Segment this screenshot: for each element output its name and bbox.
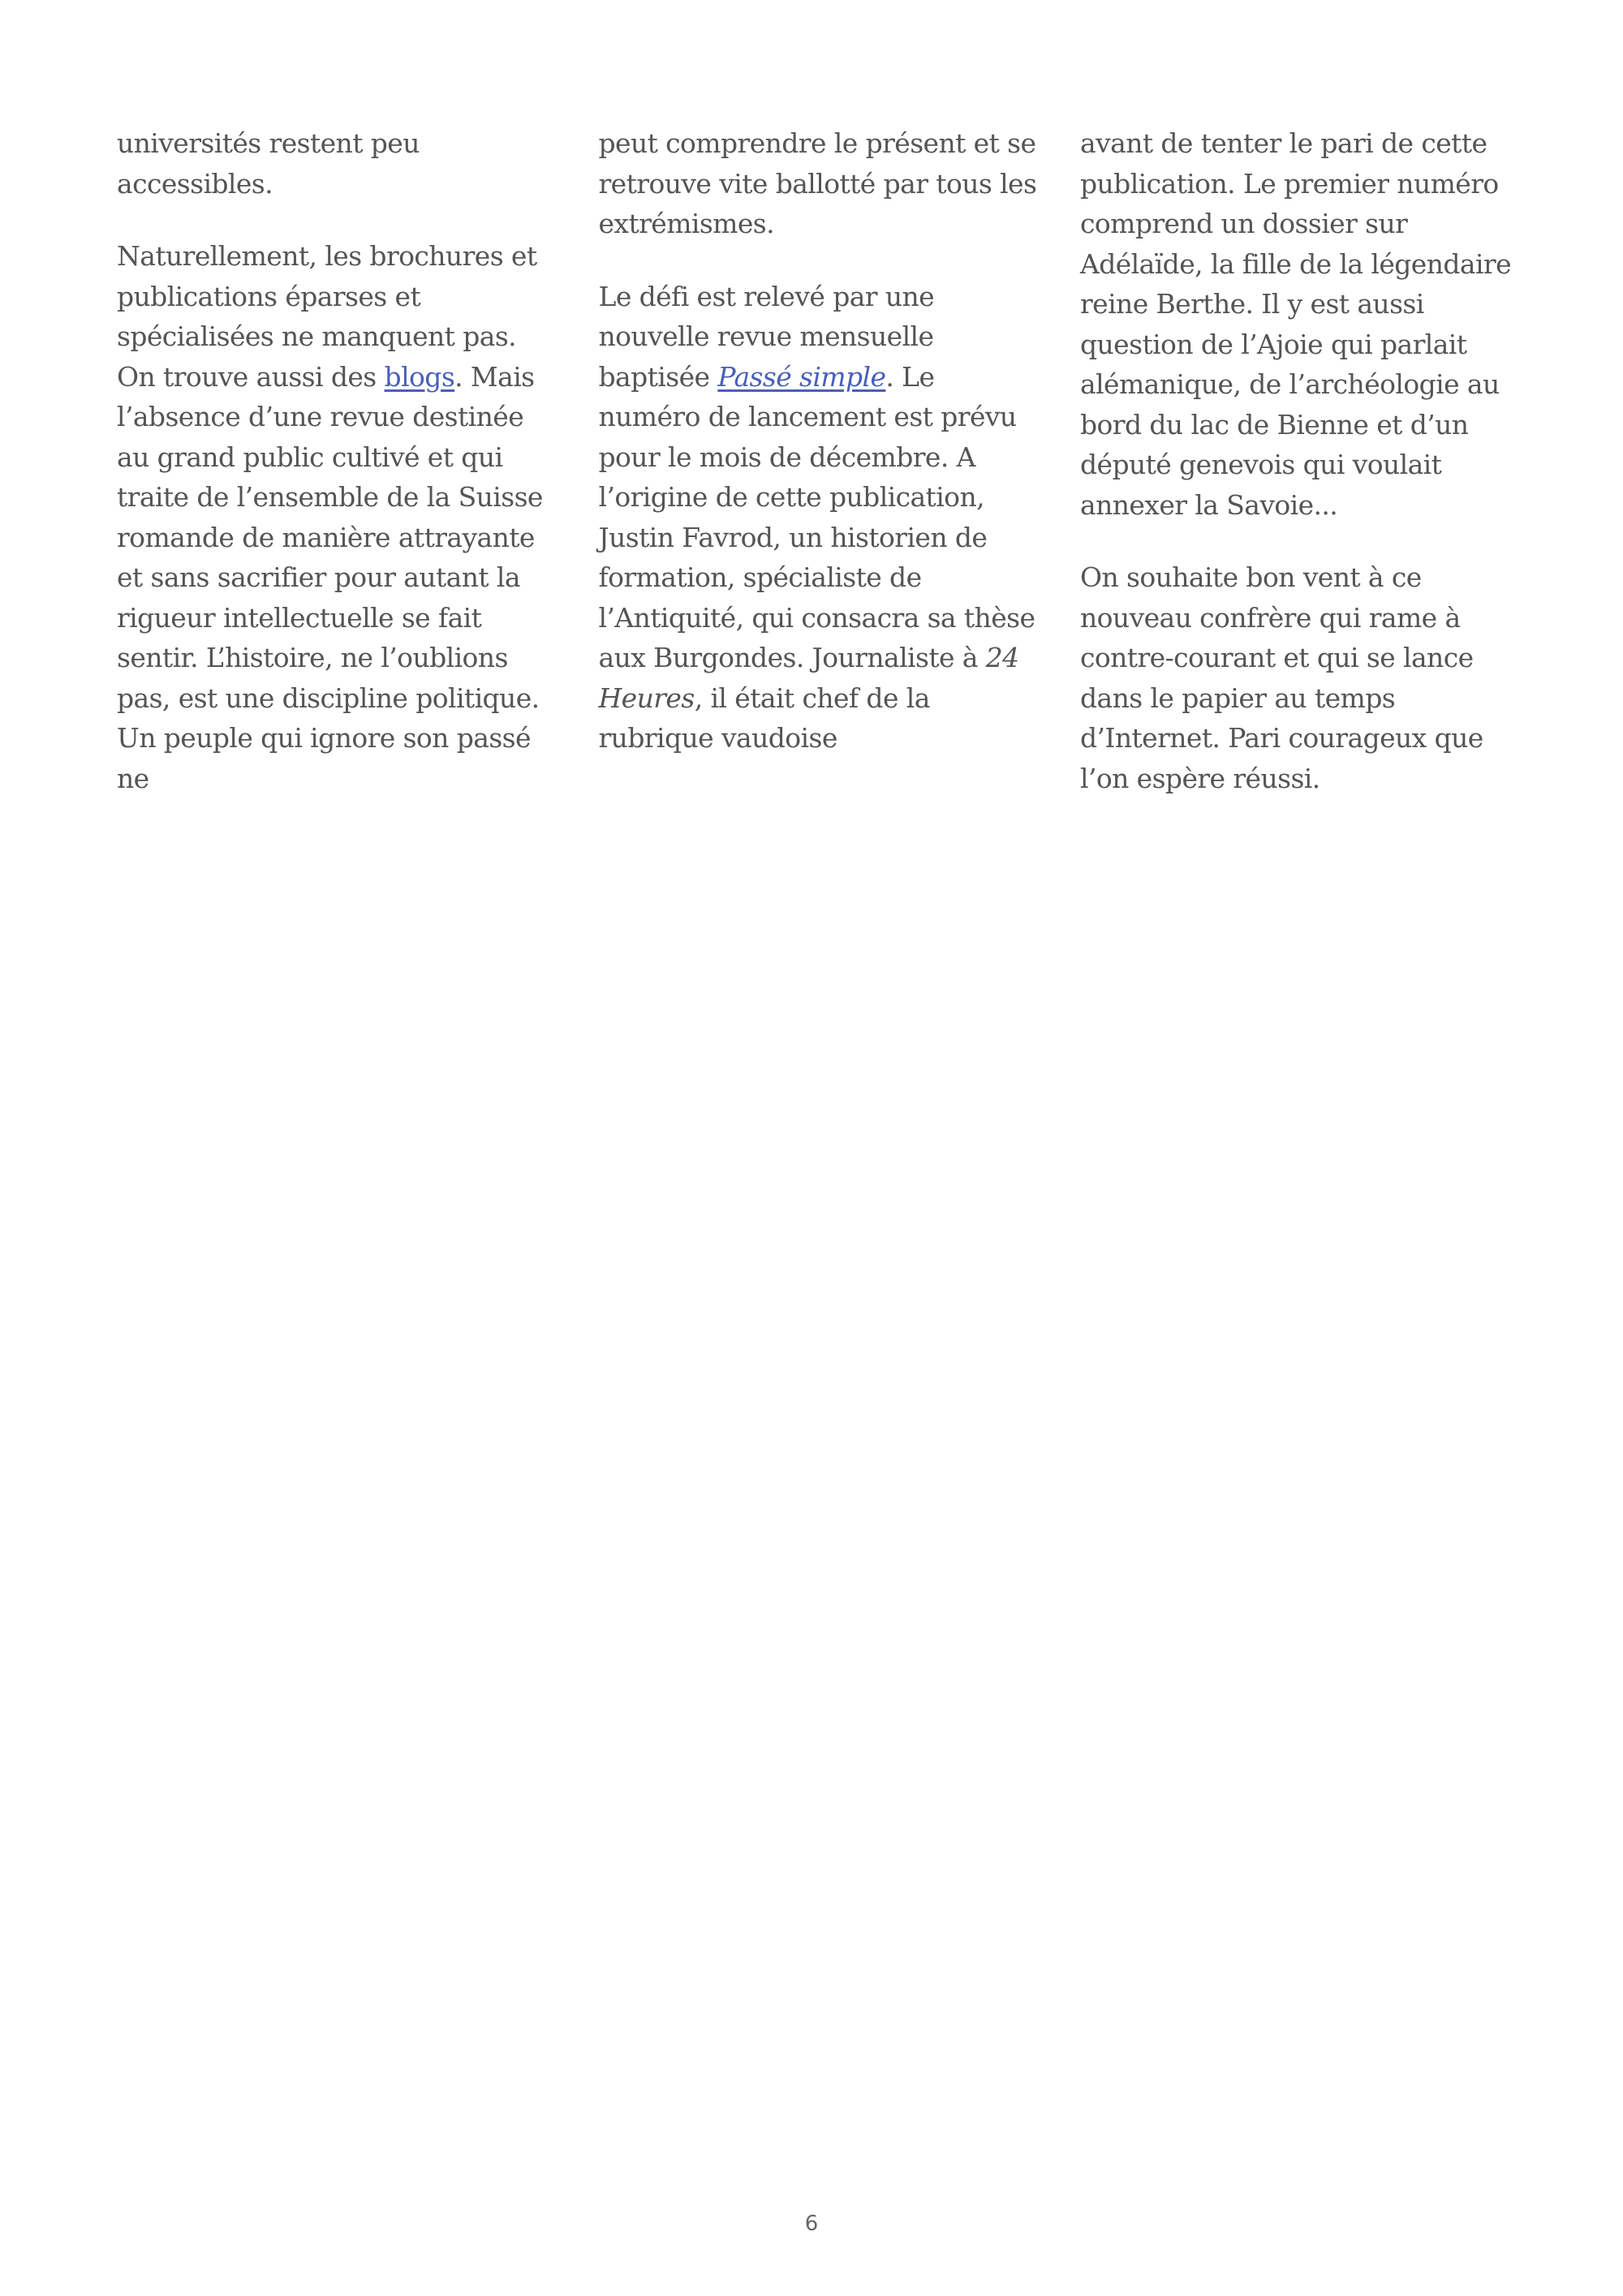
column-middle	[599, 123, 1041, 798]
paragraph-text: Le défi est relevé par une nouvelle revue mensuelle baptisée	[598, 280, 935, 393]
paragraph-text: Naturellement, les brochures et publications éparses et spécialisées ne manquent pas. On trouve aussi des	[117, 240, 537, 393]
paragraph-text: universités restent peu accessibles.	[117, 127, 420, 200]
paragraph	[599, 277, 1041, 759]
newspaper-title: 24 Heures	[598, 642, 1019, 714]
text-columns	[117, 123, 1522, 798]
blogs-link[interactable]: blogs	[384, 360, 455, 393]
paragraph	[117, 123, 559, 204]
passe-simple-link[interactable]: Passé simple	[717, 360, 886, 393]
paragraph	[599, 123, 1041, 244]
paragraph-text: On souhaite bon vent à ce nouveau confrère qui rame à contre-courant et qui se lance dans le papier au temps d’Internet. Pari courageux que l’on espère réussi.	[1080, 561, 1483, 794]
page-number: 6	[804, 2212, 819, 2236]
paragraph-text: . Le numéro de lancement est prévu pour le mois de décembre. A l’origine de cette publication, Justin Favrod, un historien de formation, spécialiste de l’Antiquité, qui consacra sa thèse aux Burgondes. Journaliste à	[598, 360, 1035, 673]
paragraph	[1080, 123, 1522, 525]
column-right	[1080, 123, 1522, 798]
paragraph	[1080, 557, 1522, 798]
paragraph-text: avant de tenter le pari de cette publication. Le premier numéro comprend un dossier sur Adélaïde, la fille de la légendaire reine Berthe. Il y est aussi question de l’Ajoie qui parlait alémanique, de l’archéologie au bord du lac de Bienne et d’un député genevois qui voulait annexer la Savoie...	[1080, 127, 1512, 521]
paragraph-text: . Mais l’absence d’une revue destinée au grand public cultivé et qui traite de l’ensemble de la Suisse romande de manière attrayante et sans sacrifier pour autant la rigueur intellectuelle se fait sentir. L’histoire, ne l’oublions pas, est une discipline politique. Un peuple qui ignore son passé ne	[117, 360, 543, 794]
paragraph-text: peut comprendre le présent et se retrouve vite ballotté par tous les extrémismes.	[598, 127, 1037, 239]
column-left	[117, 123, 559, 798]
paragraph-text: , il était chef de la rubrique vaudoise	[598, 681, 930, 754]
paragraph	[117, 236, 559, 798]
